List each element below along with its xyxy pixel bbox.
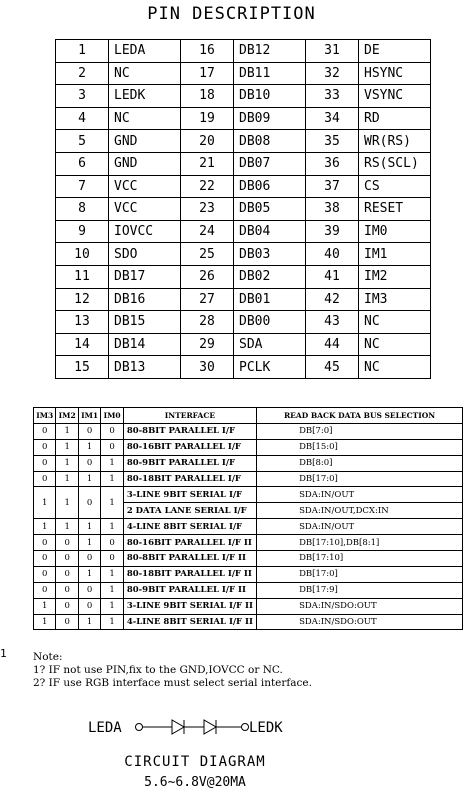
circuit-spec: 5.6~6.8V@20MA xyxy=(144,775,246,790)
mode-interface: 80-9BIT PARALLEL I/F II xyxy=(123,582,256,598)
pin-signal: NC xyxy=(359,356,431,379)
pin-row xyxy=(56,85,431,108)
mode-bit: 1 xyxy=(101,582,123,598)
pin-row xyxy=(56,40,431,63)
mode-readback: DB[17:9] xyxy=(257,582,463,598)
mode-bit: 0 xyxy=(78,423,100,439)
pin-signal: SDO xyxy=(109,243,181,266)
pin-signal: DB01 xyxy=(234,288,306,311)
mode-interface: 80-18BIT PARALLEL I/F xyxy=(123,471,256,487)
pin-signal: DB15 xyxy=(109,311,181,334)
header-interface: INTERFACE xyxy=(123,408,256,424)
mode-interface: 3-LINE 9BIT SERIAL I/F xyxy=(123,487,256,503)
mode-bit: 0 xyxy=(78,551,100,567)
mode-bit: 0 xyxy=(56,598,78,614)
pin-signal: IM3 xyxy=(359,288,431,311)
page-title: PIN DESCRIPTION xyxy=(147,4,316,24)
pin-number: 26 xyxy=(181,265,234,288)
mode-row xyxy=(34,551,463,567)
pin-signal: LEDA xyxy=(109,40,181,63)
mode-interface: 80-16BIT PARALLEL I/F II xyxy=(123,535,256,551)
pin-signal: DB13 xyxy=(109,356,181,379)
pin-row xyxy=(56,333,431,356)
mode-readback: SDA:IN/SDO:OUT xyxy=(257,598,463,614)
mode-bit: 1 xyxy=(78,566,100,582)
pin-row xyxy=(56,107,431,130)
pin-number: 29 xyxy=(181,333,234,356)
mode-row xyxy=(34,487,463,503)
mode-bit: 0 xyxy=(56,582,78,598)
pin-number: 16 xyxy=(181,40,234,63)
header-im1: IM1 xyxy=(78,408,100,424)
pin-signal: IM0 xyxy=(359,220,431,243)
mode-row xyxy=(34,455,463,471)
mode-interface: 80-8BIT PARALLEL I/F xyxy=(123,423,256,439)
mode-bit: 1 xyxy=(101,519,123,535)
terminal-left-icon xyxy=(136,724,143,731)
mode-interface: 80-8BIT PARALLEL I/F II xyxy=(123,551,256,567)
mode-readback: SDA:IN/OUT xyxy=(257,487,463,503)
mode-bit: 1 xyxy=(56,455,78,471)
pin-row xyxy=(56,175,431,198)
mode-row xyxy=(34,423,463,439)
side-mark: 1 xyxy=(0,647,7,660)
mode-bit: 0 xyxy=(34,471,56,487)
pin-signal: NC xyxy=(359,333,431,356)
pin-signal: DE xyxy=(359,40,431,63)
pin-number: 11 xyxy=(56,265,109,288)
pin-signal: LEDK xyxy=(109,85,181,108)
pin-number: 40 xyxy=(306,243,359,266)
pin-table xyxy=(55,39,431,379)
pin-signal: GND xyxy=(109,152,181,175)
header-im3: IM3 xyxy=(34,408,56,424)
mode-row xyxy=(34,614,463,630)
pin-signal: IM1 xyxy=(359,243,431,266)
pin-number: 3 xyxy=(56,85,109,108)
mode-bit: 0 xyxy=(56,535,78,551)
mode-bit: 0 xyxy=(34,455,56,471)
pin-signal: DB17 xyxy=(109,265,181,288)
pin-number: 15 xyxy=(56,356,109,379)
pin-signal: IM2 xyxy=(359,265,431,288)
pin-number: 28 xyxy=(181,311,234,334)
pin-signal: VSYNC xyxy=(359,85,431,108)
pin-number: 2 xyxy=(56,62,109,85)
mode-interface: 3-LINE 9BIT SERIAL I/F II xyxy=(123,598,256,614)
mode-bit: 0 xyxy=(34,551,56,567)
note-1: 1? IF not use PIN,fix to the GND,IOVCC or NC. xyxy=(33,664,283,676)
pin-number: 24 xyxy=(181,220,234,243)
mode-bit: 1 xyxy=(56,439,78,455)
mode-header-row xyxy=(34,408,463,424)
pin-number: 21 xyxy=(181,152,234,175)
pin-signal: GND xyxy=(109,130,181,153)
pin-signal: VCC xyxy=(109,175,181,198)
mode-interface: 4-LINE 8BIT SERIAL I/F xyxy=(123,519,256,535)
pin-number: 19 xyxy=(181,107,234,130)
mode-bit: 0 xyxy=(101,535,123,551)
pin-row xyxy=(56,356,431,379)
mode-bit: 1 xyxy=(56,423,78,439)
mode-interface: 80-18BIT PARALLEL I/F II xyxy=(123,566,256,582)
pin-number: 32 xyxy=(306,62,359,85)
pin-number: 44 xyxy=(306,333,359,356)
mode-row xyxy=(34,598,463,614)
pin-number: 43 xyxy=(306,311,359,334)
mode-row xyxy=(34,439,463,455)
mode-bit: 1 xyxy=(56,487,78,519)
mode-interface: 4-LINE 8BIT SERIAL I/F II xyxy=(123,614,256,630)
terminal-right-icon xyxy=(242,724,249,731)
pin-number: 30 xyxy=(181,356,234,379)
pin-number: 17 xyxy=(181,62,234,85)
mode-bit: 1 xyxy=(34,614,56,630)
notes-heading: Note: xyxy=(33,651,63,663)
mode-readback: SDA:IN/OUT xyxy=(257,519,463,535)
mode-row xyxy=(34,566,463,582)
mode-readback: SDA:IN/SDO:OUT xyxy=(257,614,463,630)
pin-number: 27 xyxy=(181,288,234,311)
mode-row xyxy=(34,471,463,487)
pin-signal: WR(RS) xyxy=(359,130,431,153)
interface-mode-table xyxy=(33,407,463,630)
pin-signal: DB03 xyxy=(234,243,306,266)
pin-number: 36 xyxy=(306,152,359,175)
mode-bit: 1 xyxy=(78,439,100,455)
pin-number: 13 xyxy=(56,311,109,334)
mode-readback: DB[17:10],DB[8:1] xyxy=(257,535,463,551)
pin-signal: HSYNC xyxy=(359,62,431,85)
pin-signal: DB14 xyxy=(109,333,181,356)
header-im2: IM2 xyxy=(56,408,78,424)
mode-readback: DB[15:0] xyxy=(257,439,463,455)
pin-signal: DB08 xyxy=(234,130,306,153)
mode-interface: 2 DATA LANE SERIAL I/F xyxy=(123,503,256,519)
pin-number: 39 xyxy=(306,220,359,243)
pin-number: 10 xyxy=(56,243,109,266)
pin-signal: SDA xyxy=(234,333,306,356)
mode-interface: 80-9BIT PARALLEL I/F xyxy=(123,455,256,471)
pin-number: 41 xyxy=(306,265,359,288)
mode-bit: 1 xyxy=(78,519,100,535)
pin-signal: CS xyxy=(359,175,431,198)
mode-row xyxy=(34,582,463,598)
mode-bit: 1 xyxy=(78,614,100,630)
mode-bit: 0 xyxy=(101,551,123,567)
mode-readback: DB[8:0] xyxy=(257,455,463,471)
pin-number: 9 xyxy=(56,220,109,243)
mode-bit: 1 xyxy=(56,471,78,487)
mode-bit: 1 xyxy=(78,471,100,487)
mode-bit: 1 xyxy=(101,598,123,614)
pin-number: 1 xyxy=(56,40,109,63)
mode-bit: 0 xyxy=(56,566,78,582)
mode-interface: 80-16BIT PARALLEL I/F xyxy=(123,439,256,455)
mode-bit: 0 xyxy=(78,455,100,471)
mode-readback: DB[17:0] xyxy=(257,471,463,487)
mode-bit: 1 xyxy=(34,519,56,535)
pin-number: 6 xyxy=(56,152,109,175)
mode-bit: 0 xyxy=(101,423,123,439)
pin-signal: NC xyxy=(109,62,181,85)
mode-bit: 0 xyxy=(34,566,56,582)
mode-bit: 0 xyxy=(78,598,100,614)
mode-bit: 1 xyxy=(101,487,123,519)
mode-readback: SDA:IN/OUT,DCX:IN xyxy=(257,503,463,519)
pin-signal: VCC xyxy=(109,198,181,221)
pin-signal: DB10 xyxy=(234,85,306,108)
pin-row xyxy=(56,243,431,266)
pin-number: 35 xyxy=(306,130,359,153)
pin-signal: DB09 xyxy=(234,107,306,130)
mode-bit: 0 xyxy=(34,535,56,551)
pin-signal: NC xyxy=(109,107,181,130)
pin-signal: DB07 xyxy=(234,152,306,175)
circuit-right-label: LEDK xyxy=(249,720,283,736)
pin-number: 14 xyxy=(56,333,109,356)
pin-number: 37 xyxy=(306,175,359,198)
mode-bit: 1 xyxy=(101,471,123,487)
header-readback: READ BACK DATA BUS SELECTION xyxy=(257,408,463,424)
mode-bit: 1 xyxy=(78,535,100,551)
mode-bit: 1 xyxy=(56,519,78,535)
mode-bit: 1 xyxy=(34,487,56,519)
mode-bit: 1 xyxy=(101,614,123,630)
mode-readback: DB[17:0] xyxy=(257,566,463,582)
mode-readback: DB[7:0] xyxy=(257,423,463,439)
pin-number: 42 xyxy=(306,288,359,311)
mode-row xyxy=(34,535,463,551)
pin-number: 33 xyxy=(306,85,359,108)
mode-bit: 0 xyxy=(101,439,123,455)
pin-row xyxy=(56,311,431,334)
pin-signal: DB06 xyxy=(234,175,306,198)
pin-row xyxy=(56,62,431,85)
pin-signal: RESET xyxy=(359,198,431,221)
mode-bit: 0 xyxy=(34,439,56,455)
mode-bit: 0 xyxy=(78,487,100,519)
pin-signal: NC xyxy=(359,311,431,334)
pin-number: 18 xyxy=(181,85,234,108)
pin-row xyxy=(56,288,431,311)
pin-signal: DB11 xyxy=(234,62,306,85)
pin-signal: DB05 xyxy=(234,198,306,221)
header-im0: IM0 xyxy=(101,408,123,424)
mode-bit: 0 xyxy=(78,582,100,598)
pin-number: 38 xyxy=(306,198,359,221)
mode-bit: 1 xyxy=(101,455,123,471)
mode-readback: DB[17:10] xyxy=(257,551,463,567)
circuit-left-label: LEDA xyxy=(88,720,122,736)
pin-number: 34 xyxy=(306,107,359,130)
mode-bit: 1 xyxy=(101,566,123,582)
pin-signal: DB00 xyxy=(234,311,306,334)
pin-number: 4 xyxy=(56,107,109,130)
pin-number: 31 xyxy=(306,40,359,63)
circuit-diagram xyxy=(88,716,308,738)
pin-signal: IOVCC xyxy=(109,220,181,243)
pin-number: 12 xyxy=(56,288,109,311)
pin-number: 25 xyxy=(181,243,234,266)
pin-signal: DB12 xyxy=(234,40,306,63)
note-2: 2? IF use RGB interface must select serial interface. xyxy=(33,677,312,689)
pin-signal: PCLK xyxy=(234,356,306,379)
pin-row xyxy=(56,265,431,288)
pin-number: 45 xyxy=(306,356,359,379)
led-diode-icon xyxy=(204,720,216,734)
pin-signal: RD xyxy=(359,107,431,130)
circuit-title: CIRCUIT DIAGRAM xyxy=(124,754,266,770)
pin-number: 8 xyxy=(56,198,109,221)
pin-signal: RS(SCL) xyxy=(359,152,431,175)
mode-bit: 0 xyxy=(56,551,78,567)
pin-signal: DB02 xyxy=(234,265,306,288)
mode-bit: 1 xyxy=(34,598,56,614)
mode-row xyxy=(34,519,463,535)
pin-number: 20 xyxy=(181,130,234,153)
pin-row xyxy=(56,152,431,175)
led-diode-icon xyxy=(172,720,184,734)
pin-number: 5 xyxy=(56,130,109,153)
pin-signal: DB16 xyxy=(109,288,181,311)
pin-number: 22 xyxy=(181,175,234,198)
notes xyxy=(33,651,312,690)
pin-signal: DB04 xyxy=(234,220,306,243)
pin-number: 23 xyxy=(181,198,234,221)
pin-row xyxy=(56,130,431,153)
mode-bit: 0 xyxy=(56,614,78,630)
mode-bit: 0 xyxy=(34,582,56,598)
mode-bit: 0 xyxy=(34,423,56,439)
pin-number: 7 xyxy=(56,175,109,198)
pin-row xyxy=(56,220,431,243)
pin-row xyxy=(56,198,431,221)
